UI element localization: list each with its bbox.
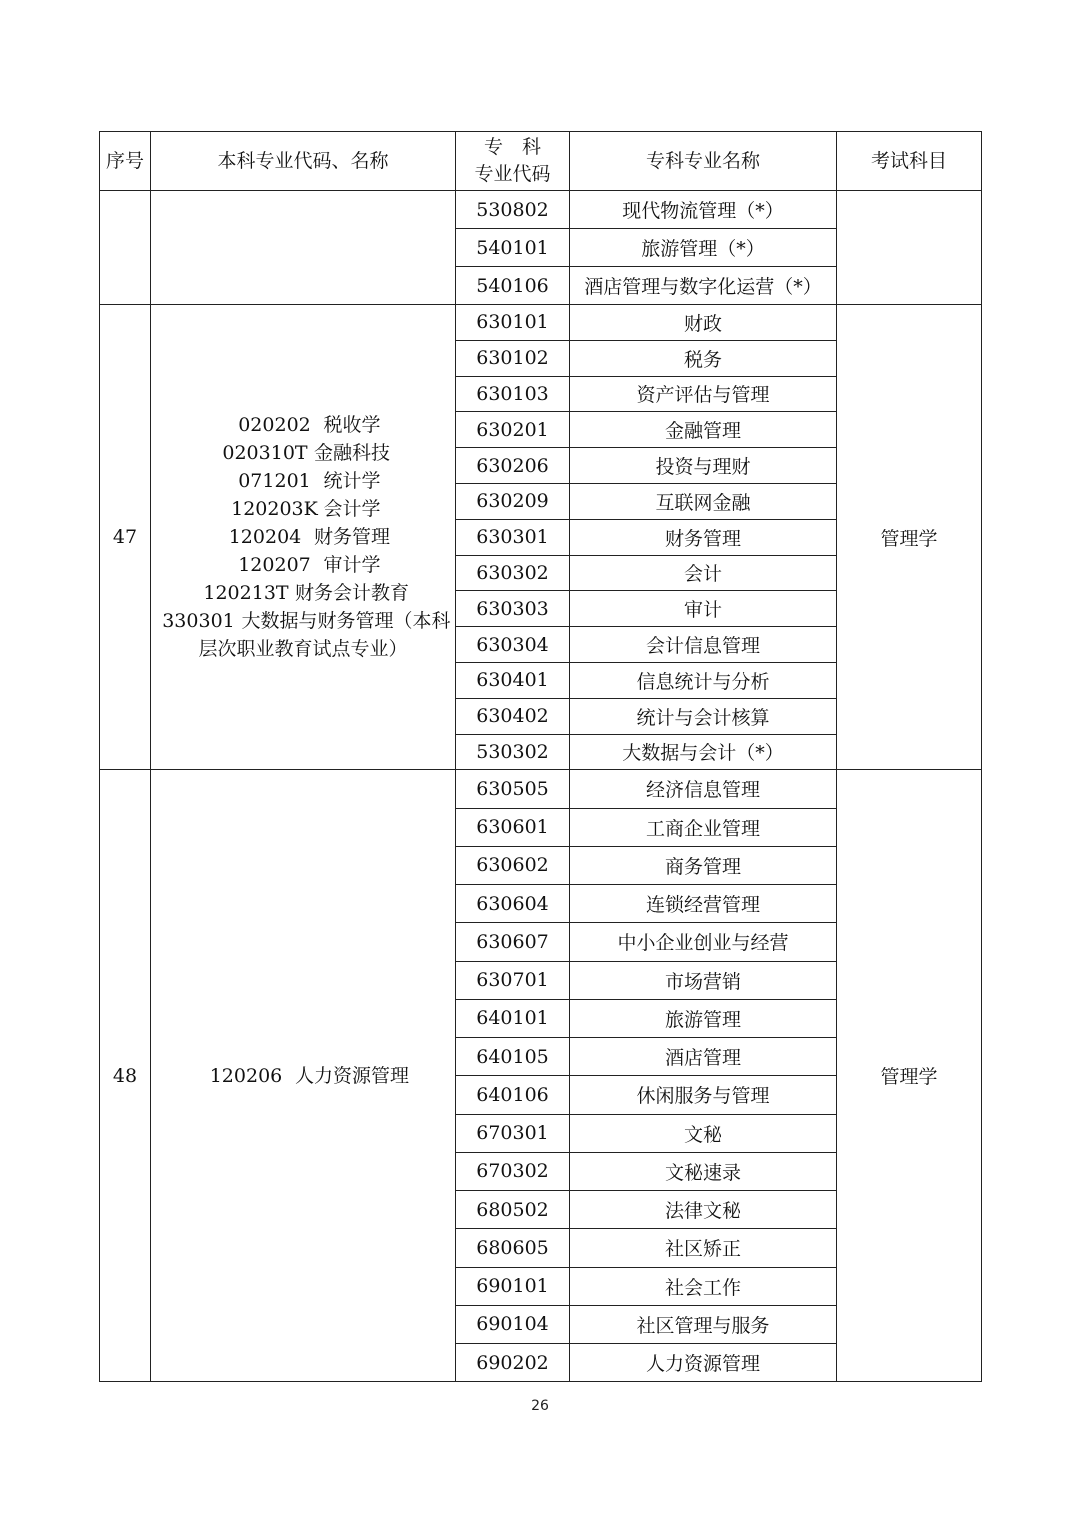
undergrad-major-item xyxy=(151,467,455,495)
vocational-code: 640101 xyxy=(456,999,570,1037)
table-row xyxy=(100,191,982,229)
undergrad-major-name: 统计学 xyxy=(323,470,381,493)
undergrad-major-name: 人力资源管理 xyxy=(294,1064,409,1087)
vocational-code: 630601 xyxy=(456,808,570,846)
undergrad-majors xyxy=(151,191,456,305)
header-code-line1: 专 科 xyxy=(483,136,541,158)
vocational-code: 670302 xyxy=(456,1152,570,1190)
exam-subject: 管理学 xyxy=(837,770,982,1382)
table-header xyxy=(100,132,982,191)
undergrad-major-name: 金融科技 xyxy=(313,442,390,465)
undergrad-major-code: 020202 xyxy=(238,414,311,437)
vocational-name: 资产评估与管理 xyxy=(570,376,837,412)
vocational-name: 社区管理与服务 xyxy=(570,1305,837,1343)
vocational-name: 金融管理 xyxy=(570,412,837,448)
vocational-name: 旅游管理（*） xyxy=(570,229,837,267)
vocational-name: 商务管理 xyxy=(570,846,837,884)
vocational-code: 640105 xyxy=(456,1038,570,1076)
header-row xyxy=(100,132,982,191)
undergrad-major-item xyxy=(151,439,455,467)
undergrad-major-code: 120203K xyxy=(231,498,318,521)
vocational-name: 信息统计与分析 xyxy=(570,662,837,698)
vocational-code: 670301 xyxy=(456,1114,570,1152)
vocational-code: 630209 xyxy=(456,483,570,519)
vocational-name: 会计 xyxy=(570,555,837,591)
undergrad-major-code: 120213T xyxy=(203,582,289,605)
vocational-code: 630101 xyxy=(456,305,570,341)
vocational-code: 540106 xyxy=(456,267,570,305)
vocational-name: 税务 xyxy=(570,340,837,376)
undergrad-major-code: 120206 xyxy=(209,1064,283,1087)
vocational-name: 酒店管理 xyxy=(570,1038,837,1076)
undergrad-major-name: 财务管理 xyxy=(313,526,390,549)
vocational-name: 市场营销 xyxy=(570,961,837,999)
page-number: 26 xyxy=(531,1398,549,1414)
undergrad-major-item xyxy=(151,495,455,523)
vocational-code: 630102 xyxy=(456,340,570,376)
table-body xyxy=(100,191,982,1382)
undergrad-major-name: 审计学 xyxy=(323,554,381,577)
undergrad-majors xyxy=(151,305,456,770)
vocational-name: 旅游管理 xyxy=(570,999,837,1037)
undergrad-major-item xyxy=(151,411,455,439)
vocational-name: 审计 xyxy=(570,591,837,627)
undergrad-major-code: 330301 xyxy=(162,610,235,633)
vocational-code: 630607 xyxy=(456,923,570,961)
vocational-name: 财政 xyxy=(570,305,837,341)
undergrad-major-item xyxy=(151,1062,455,1090)
vocational-name: 文秘速录 xyxy=(570,1152,837,1190)
vocational-name: 酒店管理与数字化运营（*） xyxy=(570,267,837,305)
vocational-name: 财务管理 xyxy=(570,519,837,555)
vocational-name: 经济信息管理 xyxy=(570,770,837,808)
vocational-name: 中小企业创业与经营 xyxy=(570,923,837,961)
vocational-code: 630301 xyxy=(456,519,570,555)
undergrad-major-item xyxy=(151,523,455,551)
vocational-code: 530302 xyxy=(456,734,570,770)
header-index: 序号 xyxy=(100,132,151,191)
vocational-code: 690104 xyxy=(456,1305,570,1343)
undergrad-major-name: 税收学 xyxy=(323,414,381,437)
vocational-code: 630303 xyxy=(456,591,570,627)
vocational-name: 互联网金融 xyxy=(570,483,837,519)
header-exam-subject: 考试科目 xyxy=(837,132,982,191)
vocational-name: 统计与会计核算 xyxy=(570,698,837,734)
exam-subject: 管理学 xyxy=(837,305,982,770)
vocational-code: 630302 xyxy=(456,555,570,591)
vocational-name: 社会工作 xyxy=(570,1267,837,1305)
vocational-name: 人力资源管理 xyxy=(570,1344,837,1382)
vocational-code: 680605 xyxy=(456,1229,570,1267)
undergrad-major-code: 071201 xyxy=(238,470,311,493)
undergrad-majors xyxy=(151,770,456,1382)
header-undergrad-major: 本科专业代码、名称 xyxy=(151,132,456,191)
vocational-name: 大数据与会计（*） xyxy=(570,734,837,770)
header-code-line2: 专业代码 xyxy=(474,163,551,185)
vocational-code: 530802 xyxy=(456,191,570,229)
undergrad-major-name: 财务会计教育 xyxy=(294,582,409,605)
undergrad-major-name: 会计学 xyxy=(323,498,381,521)
vocational-name: 连锁经营管理 xyxy=(570,885,837,923)
vocational-code: 690202 xyxy=(456,1344,570,1382)
vocational-code: 680502 xyxy=(456,1191,570,1229)
vocational-name: 法律文秘 xyxy=(570,1191,837,1229)
vocational-name: 现代物流管理（*） xyxy=(570,191,837,229)
group-index: 48 xyxy=(100,770,151,1382)
vocational-name: 工商企业管理 xyxy=(570,808,837,846)
vocational-code: 640106 xyxy=(456,1076,570,1114)
vocational-code: 630602 xyxy=(456,846,570,884)
vocational-name: 投资与理财 xyxy=(570,448,837,484)
undergrad-major-code: 120204 xyxy=(228,526,302,549)
vocational-code: 630206 xyxy=(456,448,570,484)
group-index xyxy=(100,191,151,305)
vocational-name: 会计信息管理 xyxy=(570,627,837,663)
undergrad-major-name: 大数据与财务管理（本科层次职业教育试点专业） xyxy=(198,610,451,661)
undergrad-major-item xyxy=(151,579,455,607)
undergrad-major-code: 020310T xyxy=(222,442,308,465)
vocational-name: 休闲服务与管理 xyxy=(570,1076,837,1114)
vocational-code: 630304 xyxy=(456,627,570,663)
vocational-code: 630402 xyxy=(456,698,570,734)
vocational-name: 社区矫正 xyxy=(570,1229,837,1267)
vocational-code: 630201 xyxy=(456,412,570,448)
header-vocational-major: 专科专业名称 xyxy=(570,132,837,191)
undergrad-major-item xyxy=(151,607,455,663)
major-table xyxy=(99,131,982,1382)
vocational-name: 文秘 xyxy=(570,1114,837,1152)
header-code xyxy=(456,132,570,191)
exam-subject xyxy=(837,191,982,305)
vocational-code: 690101 xyxy=(456,1267,570,1305)
vocational-code: 630401 xyxy=(456,662,570,698)
table-row xyxy=(100,305,982,341)
vocational-code: 630505 xyxy=(456,770,570,808)
undergrad-major-code: 120207 xyxy=(238,554,311,577)
vocational-code: 540101 xyxy=(456,229,570,267)
table-row xyxy=(100,770,982,808)
group-index: 47 xyxy=(100,305,151,770)
vocational-code: 630701 xyxy=(456,961,570,999)
undergrad-major-item xyxy=(151,551,455,579)
vocational-code: 630103 xyxy=(456,376,570,412)
vocational-code: 630604 xyxy=(456,885,570,923)
